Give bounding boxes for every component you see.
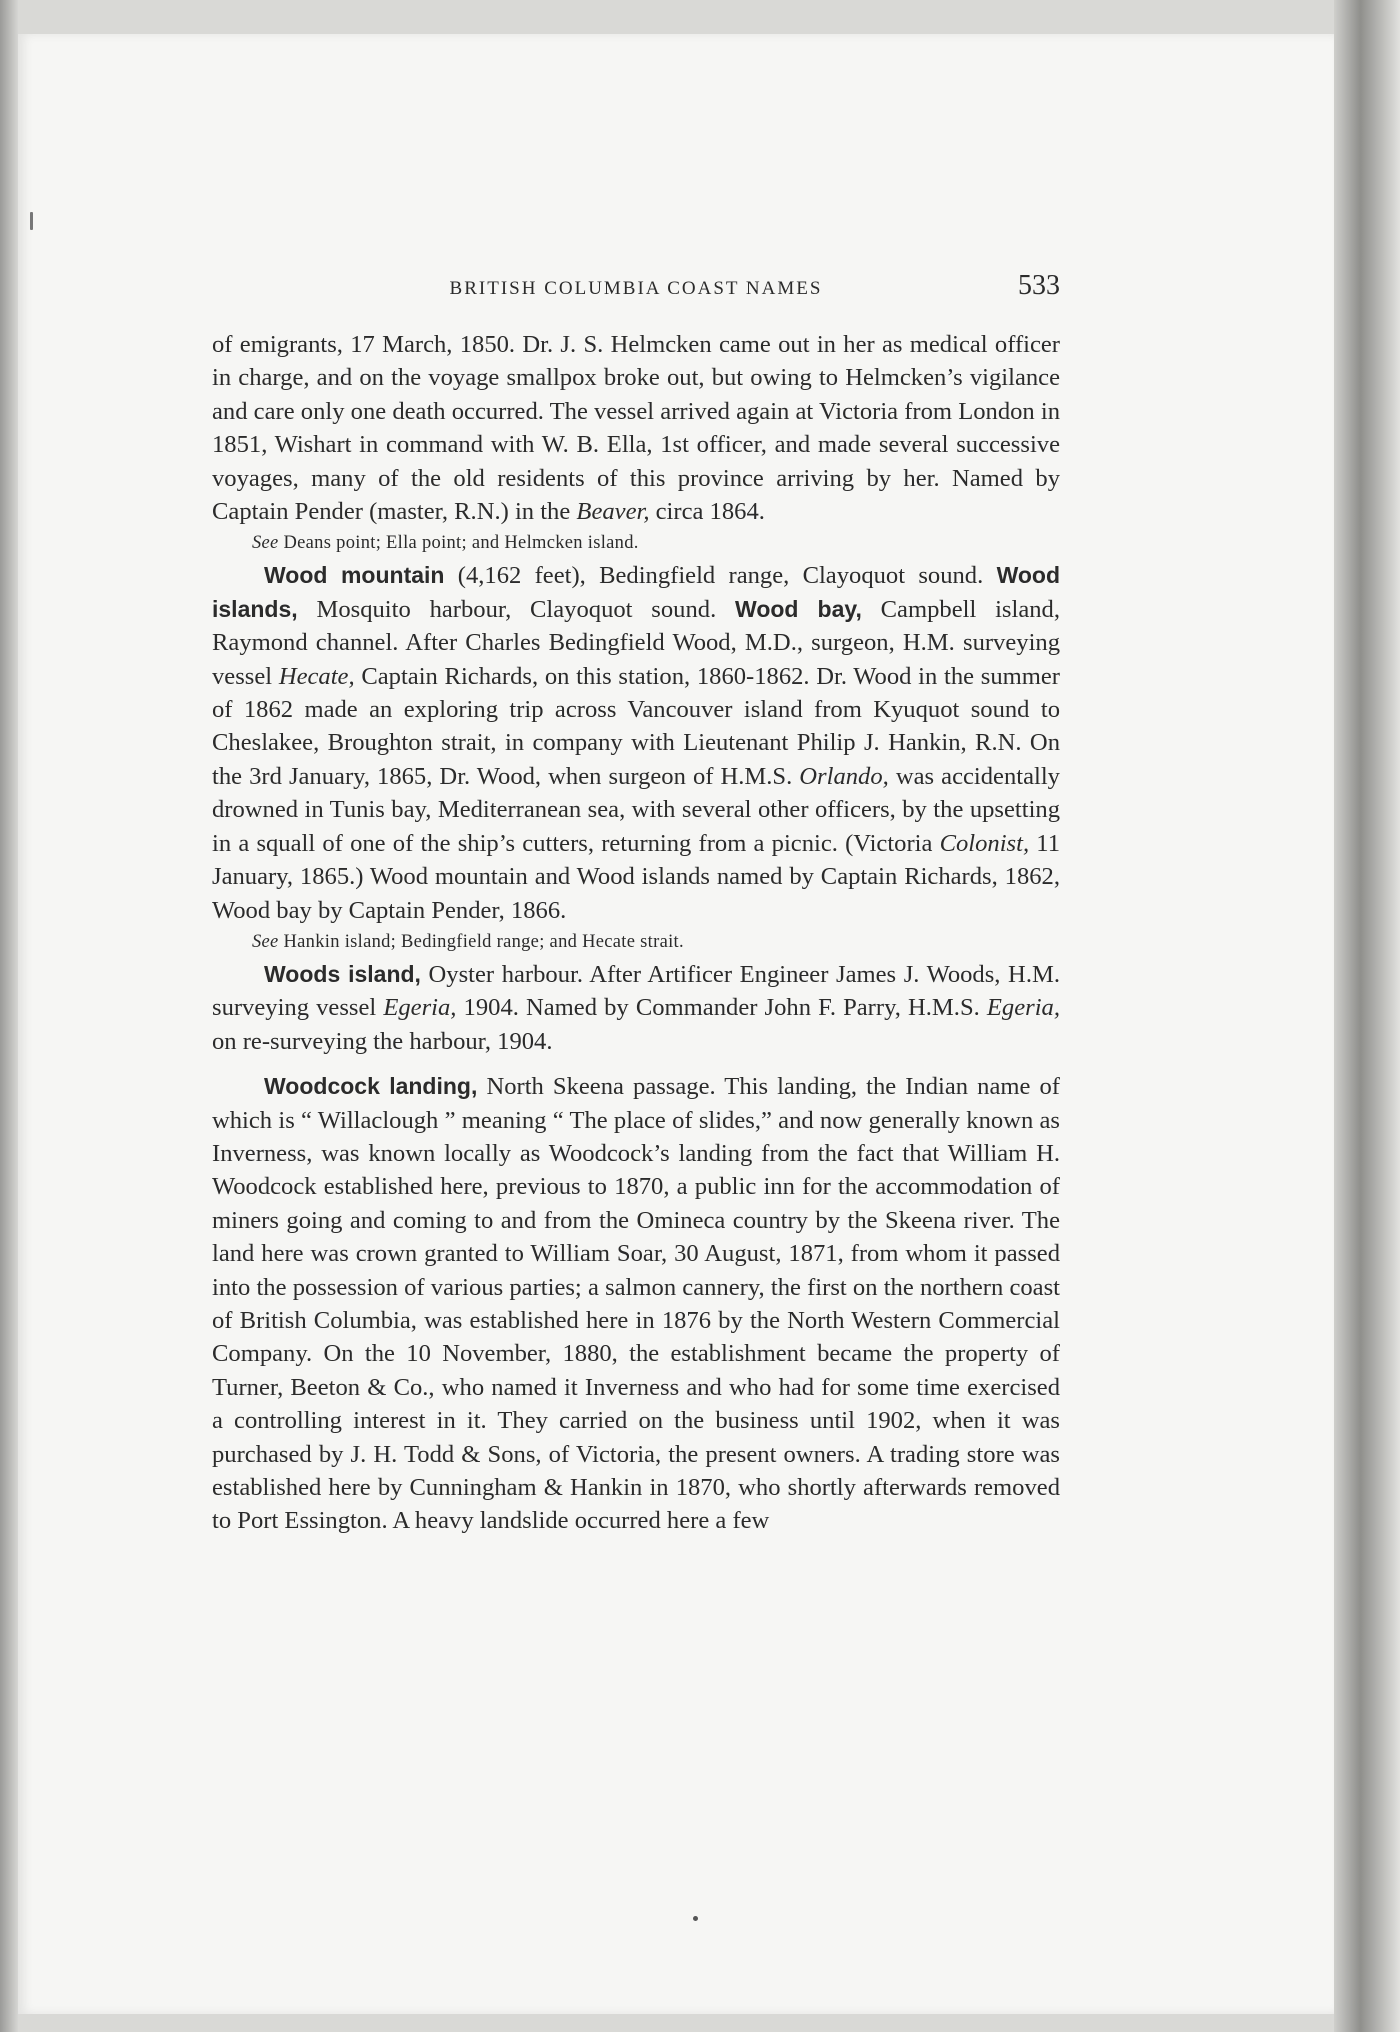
ship-name: Beaver,: [576, 498, 650, 526]
see-reference: See Deans point; Ella point; and Helmcken island.: [252, 533, 639, 554]
entry-wood-mountain: Wood mountain (4,162 feet), Bedingfield range, Clayoquot sound. Wood islands, Mosquito harbour, Clayoquot sound. Wood bay, Campbell island, Raymond channel. After Charles Bedingfield Wood, M.D., surgeon, H.M. surveying vessel Hecate, Captain Richards, on this station, 1860-1862. Dr. Wood in the summer of 1862 made an exploring trip across Vancouver island from Kyuquot sound to Cheslakee, Broughton strait, in company with Lieutenant Philip J. Hankin, R.N. On the 3rd January, 1865, Dr. Wood, when surgeon of H.M.S. Orlando, was accidentally drowned in Tunis bay, Mediterranean sea, with several other officers, by the upsetting in a squall of one of the ship’s cutters, returning from a picnic. (Victoria Colonist, 11 January, 1865.) Wood mountain and Wood islands named by Captain Richards, 1862, Wood bay by Captain Pender, 1866.: [212, 562, 1061, 924]
page-body: [212, 328, 1060, 1538]
entry-woodcock-landing: Woodcock landing, North Skeena passage. This landing, the Indian name of which is “ Willaclough ” meaning “ The place of slides,” and now generally known as Inverness, was known locally as Woodcock’s landing from the fact that William H. Woodcock established here, previous to 1870, a public inn for the accommodation of miners going and coming to and from the Omineca country by the Skeena river. The land here was crown granted to William Soar, 30 August, 1871, from whom it passed into the possession of various parties; a salmon cannery, the first on the northern coast of British Columbia, was established here in 1876 by the North Western Commercial Company. On the 10 November, 1880, the establishment became the property of Turner, Beeton & Co., who named it Inverness and who had for some time exercised a controlling interest in it. They carried on the business until 1902, when it was purchased by J. H. Todd & Sons, of Victoria, the present owners. A trading store was established here by Cunningham & Hankin in 1870, who shortly afterwards removed to Port Essington. A heavy landslide occurred here a few: [212, 1073, 1060, 1535]
scan-speck: [30, 212, 33, 230]
headword: Wood bay,: [735, 595, 862, 622]
scan-right-edge: [1334, 0, 1400, 2032]
continuation-paragraph: of emigrants, 17 March, 1850. Dr. J. S. Helmcken came out in her as medical officer in charge, and on the voyage smallpox broke out, but owing to Helmcken’s vigilance and care only one death occurred. The vessel arrived again at Victoria from London in 1851, Wishart in command with W. B. Ella, 1st officer, and made several successive voyages, many of the old residents of this province arriving by her. Named by Captain Pender (master, R.N.) in the Beaver, circa 1864.: [212, 331, 1060, 526]
entry-woods-island: Woods island, Oyster harbour. After Artificer Engineer James J. Woods, H.M. surveying vessel Egeria, 1904. Named by Commander John F. Parry, H.M.S. Egeria, on re-surveying the harbour, 1904.: [212, 960, 1060, 1055]
page-number: 533: [1018, 270, 1060, 301]
running-head: BRITISH COLUMBIA COAST NAMES: [449, 278, 823, 299]
see-reference: See Hankin island; Bedingfield range; and Hecate strait.: [252, 931, 684, 952]
entry-spacer: [212, 1058, 1060, 1070]
scan-speck: [693, 1916, 698, 1921]
page-header: [212, 270, 1060, 310]
headword: Woods island,: [264, 960, 421, 987]
headword: Wood islands,: [212, 562, 1061, 622]
headword: Woodcock landing,: [264, 1073, 478, 1100]
scan-left-shadow: [0, 0, 18, 2032]
headword: Wood mountain: [264, 562, 445, 589]
